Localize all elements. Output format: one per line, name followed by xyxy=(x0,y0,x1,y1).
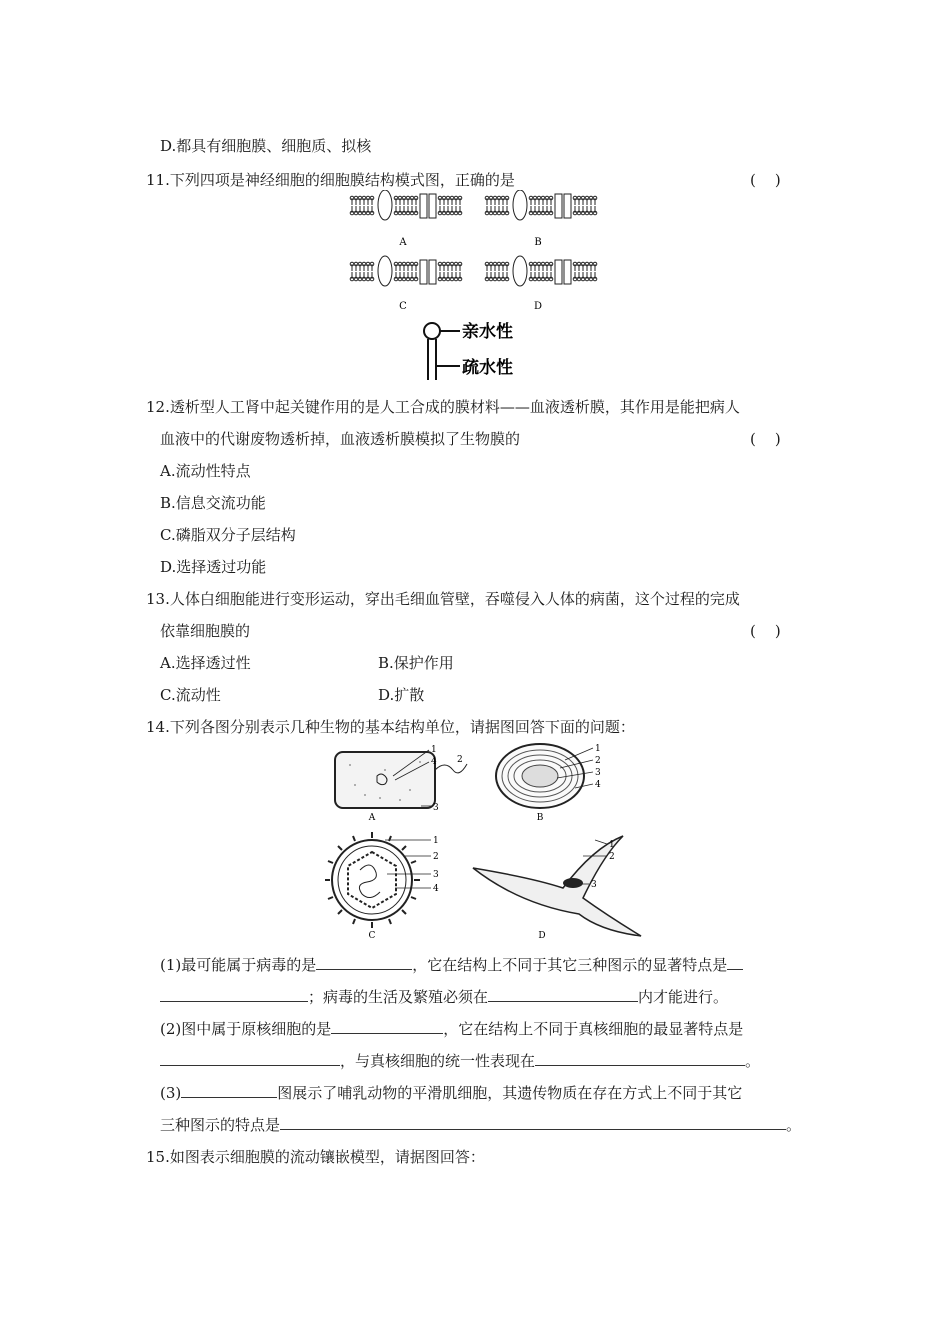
q14-part1-blank-feature-start[interactable] xyxy=(727,955,743,970)
q14-part1-line2 xyxy=(160,987,728,1007)
cell-types-figure xyxy=(325,740,645,945)
cell-a-num-4: 4 xyxy=(431,757,437,767)
q14-part3-blank-figure[interactable] xyxy=(181,1083,277,1098)
q13-option-c: C.流动性 xyxy=(160,686,221,704)
q13-stem-line1: 13.人体白细胞能进行变形运动，穿出毛细血管壁，吞噬侵入人体的病菌，这个过程的完成 xyxy=(146,590,740,608)
q11-stem: 11.下列四项是神经细胞的细胞膜结构模式图，正确的是 xyxy=(146,171,515,189)
q10-option-d: D.都具有细胞膜、细胞质、拟核 xyxy=(160,137,372,155)
membrane-model-a xyxy=(350,190,462,220)
q14-part2-line2 xyxy=(160,1051,760,1071)
fig11-label-d: D xyxy=(533,301,543,312)
q12-stem-line1: 12.透析型人工肾中起关键作用的是人工合成的膜材料——血液透析膜，其作用是能把病人 xyxy=(146,398,740,416)
q12-answer-paren: ( ) xyxy=(750,430,781,448)
q13-stem-line2: 依靠细胞膜的 xyxy=(160,622,251,640)
fig11-label-c: C xyxy=(399,301,407,312)
cell-d-num-3: 3 xyxy=(591,880,597,890)
q13-answer-paren: ( ) xyxy=(750,622,781,640)
q13-option-d: D.扩散 xyxy=(378,686,425,704)
q14-part3-text-c: 三种图示的特点是 xyxy=(160,1116,281,1134)
q13-option-b: B.保护作用 xyxy=(378,654,454,672)
q14-part3-line2 xyxy=(160,1115,801,1135)
cell-c-num-3: 3 xyxy=(433,870,439,880)
membrane-model-b xyxy=(485,190,597,220)
q12-stem-line2: 血液中的代谢废物透析掉，血液透析膜模拟了生物膜的 xyxy=(160,430,521,448)
q14-part3-text-d: 。 xyxy=(786,1116,802,1134)
q14-part2-blank-unity[interactable] xyxy=(535,1051,745,1066)
cell-a-num-2: 2 xyxy=(457,755,463,765)
membrane-model-c xyxy=(350,256,462,286)
cell-b-num-2: 2 xyxy=(595,756,601,766)
q12-option-c: C.磷脂双分子层结构 xyxy=(160,526,296,544)
q14-part1-text-b: ，它在结构上不同于其它三种图示的显著特点是 xyxy=(412,956,728,974)
q12-option-b: B.信息交流功能 xyxy=(160,494,266,512)
cell-c-num-2: 2 xyxy=(433,852,439,862)
q14-part2-text-b: ，它在结构上不同于真核细胞的最显著特点是 xyxy=(443,1020,744,1038)
fig11-label-b: B xyxy=(534,237,542,248)
q14-part1-blank-feature[interactable] xyxy=(160,987,308,1002)
q14-part2-blank-prokaryote[interactable] xyxy=(331,1019,443,1034)
q14-part3-text-a: (3) xyxy=(160,1084,182,1102)
q14-part2-text-c: ，与真核细胞的统一性表现在 xyxy=(340,1052,536,1070)
q14-part2-text-a: (2)图中属于原核细胞的是 xyxy=(160,1020,332,1038)
cell-a-num-1: 1 xyxy=(431,745,437,755)
cell-b-eukaryote xyxy=(496,744,593,808)
q14-part3-line1 xyxy=(160,1083,742,1103)
membrane-models-figure xyxy=(340,190,610,390)
q14-part2-blank-feature[interactable] xyxy=(160,1051,340,1066)
cell-b-num-4: 4 xyxy=(595,780,601,790)
cell-c-num-1: 1 xyxy=(433,836,439,846)
q14-part1-text-c: ；病毒的生活及繁殖必须在 xyxy=(308,988,489,1006)
q14-part1-text-d: 内才能进行。 xyxy=(638,988,729,1006)
cell-d-num-1: 1 xyxy=(609,840,615,850)
q14-part2-line1 xyxy=(160,1019,743,1039)
q13-option-a: A.选择透过性 xyxy=(160,654,251,672)
cell-a-label: A xyxy=(368,813,376,823)
q14-part3-blank-feature[interactable] xyxy=(280,1115,786,1130)
phospholipid-legend-icon xyxy=(424,323,460,380)
legend-hydrophobic: 疏水性 xyxy=(462,358,513,378)
cell-c-label: C xyxy=(368,931,376,941)
q14-part1-line1 xyxy=(160,955,743,975)
membrane-model-d xyxy=(485,256,597,286)
cell-d-label: D xyxy=(538,931,546,941)
q14-part1-blank-virus[interactable] xyxy=(316,955,412,970)
cell-a-bacterium xyxy=(335,750,467,808)
q14-part1-text-a: (1)最可能属于病毒的是 xyxy=(160,956,317,974)
cell-a-num-3: 3 xyxy=(433,803,439,813)
q14-part3-text-b: 图展示了哺乳动物的平滑肌细胞，其遗传物质在存在方式上不同于其它 xyxy=(277,1084,743,1102)
cell-b-label: B xyxy=(536,813,544,823)
legend-hydrophilic: 亲水性 xyxy=(462,322,513,342)
q12-option-d: D.选择透过功能 xyxy=(160,558,267,576)
q14-part2-text-d: 。 xyxy=(745,1052,761,1070)
q11-answer-paren: ( ) xyxy=(750,171,781,189)
cell-b-num-1: 1 xyxy=(595,744,601,754)
fig11-label-a: A xyxy=(399,237,407,248)
q14-stem: 14.下列各图分别表示几种生物的基本结构单位，请据图回答下面的问题： xyxy=(146,718,635,736)
cell-c-num-4: 4 xyxy=(433,884,439,894)
q15-stem: 15.如图表示细胞膜的流动镶嵌模型，请据图回答： xyxy=(146,1148,485,1166)
cell-d-smooth-muscle xyxy=(473,836,641,936)
q14-part1-blank-host[interactable] xyxy=(488,987,638,1002)
q12-option-a: A.流动性特点 xyxy=(160,462,251,480)
cell-c-virus xyxy=(325,832,431,928)
cell-d-num-2: 2 xyxy=(609,852,615,862)
cell-b-num-3: 3 xyxy=(595,768,601,778)
